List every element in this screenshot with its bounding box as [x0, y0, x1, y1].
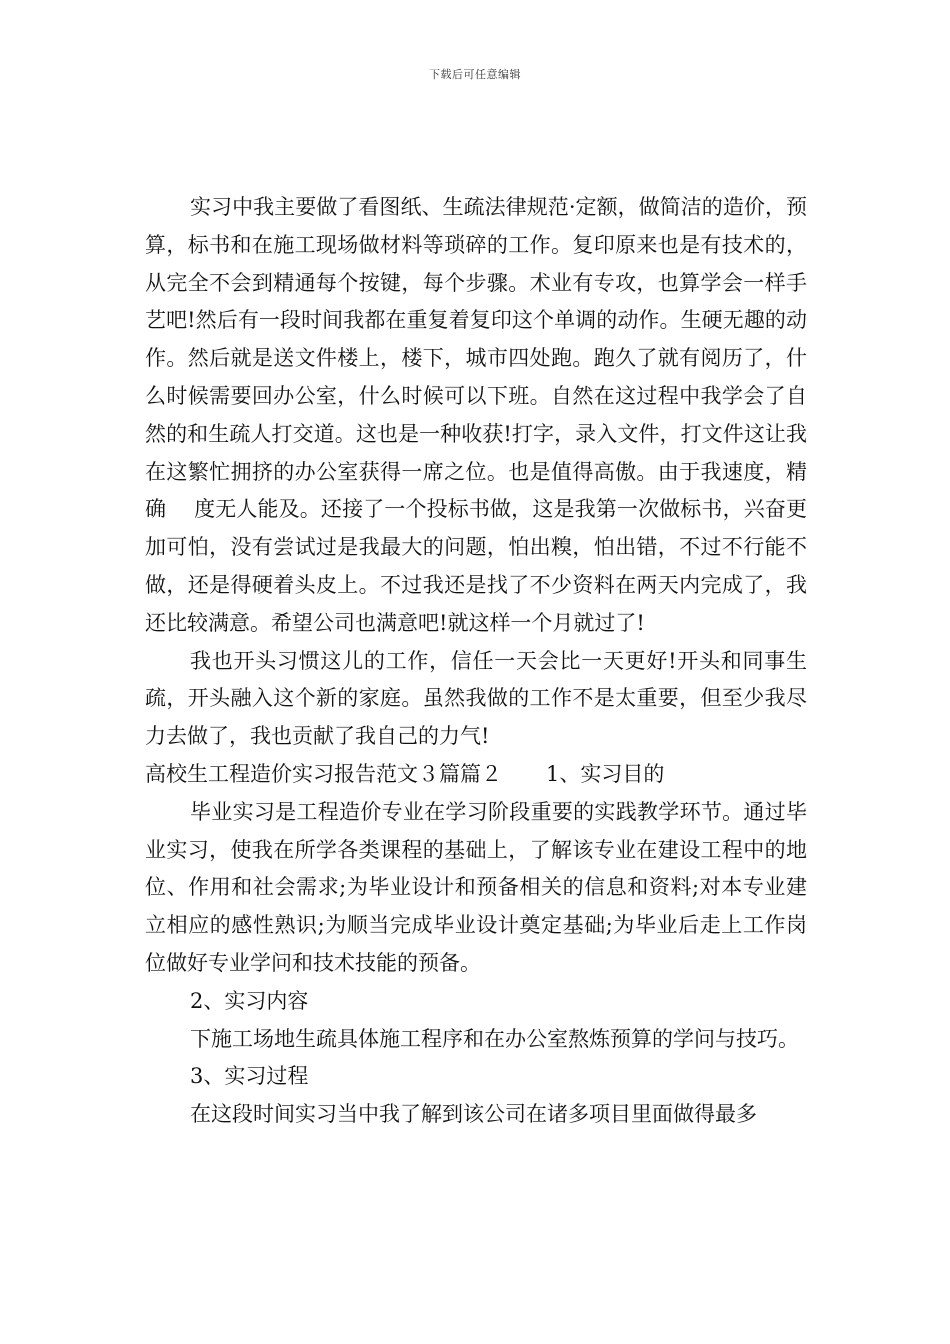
paragraph-adaptation: 我也开头习惯这儿的工作，信任一天会比一天更好!开头和同事生疏，开头融入这个新的家庭。虽然我做的工作不是太重要，但至少我尽力去做了，我也贡献了我自己的力气! [145, 648, 807, 749]
section-subheading-purpose: 1、实习目的 [546, 761, 665, 786]
section-heading [145, 756, 807, 794]
page-header: 下载后可任意编辑 [429, 68, 521, 81]
paragraph-internship-content: 下施工场地生疏具体施工程序和在办公室熬炼预算的学问与技巧。 [190, 1026, 799, 1051]
subheading-process: 3、实习过程 [190, 1064, 309, 1089]
section-title: 高校生工程造价实习报告范文３篇篇２ [145, 761, 502, 786]
paragraph-internship-purpose: 毕业实习是工程造价专业在学习阶段重要的实践教学环节。通过毕业实习，使我在所学各类课程的基础上，了解该专业在建设工程中的地位、作用和社会需求;为毕业设计和预备相关的信息和资料;对本专业建立相应的感性熟识;为顺当完成毕业设计奠定基础;为毕业后走上工作岗位做好专业学问和技术技能的预备。 [145, 799, 807, 975]
document-body [145, 189, 807, 1134]
paragraph-internship-work: 实习中我主要做了看图纸、生疏法律规范·定额，做简洁的造价，预算，标书和在施工现场做材料等琐碎的工作。复印原来也是有技术的，从完全不会到精通每个按键，每个步骤。术业有专攻，也算学会一样手艺吧!然后有一段时间我都在重复着复印这个单调的动作。生硬无趣的动作。然后就是送文件楼上，楼下，城市四处跑。跑久了就有阅历了，什么时候需要回办公室，什么时候可以下班。自然在这过程中我学会了自然的和生疏人打交道。这也是一种收获!打字，录入文件，打文件这让我在这繁忙拥挤的办公室获得一席之位。也是值得高傲。由于我速度，精确 度无人能及。还接了一个投标书做，这是我第一次做标书，兴奋更加可怕，没有尝试过是我最大的问题，怕出糗，怕出错，不过不行能不做，还是得硬着头皮上。不过我还是找了不少资料在两天内完成了，我还比较满意。希望公司也满意吧!就这样一个月就过了! [145, 195, 807, 635]
paragraph-internship-process: 在这段时间实习当中我了解到该公司在诸多项目里面做得最多 [190, 1102, 757, 1127]
subheading-content: 2、实习内容 [190, 988, 309, 1013]
